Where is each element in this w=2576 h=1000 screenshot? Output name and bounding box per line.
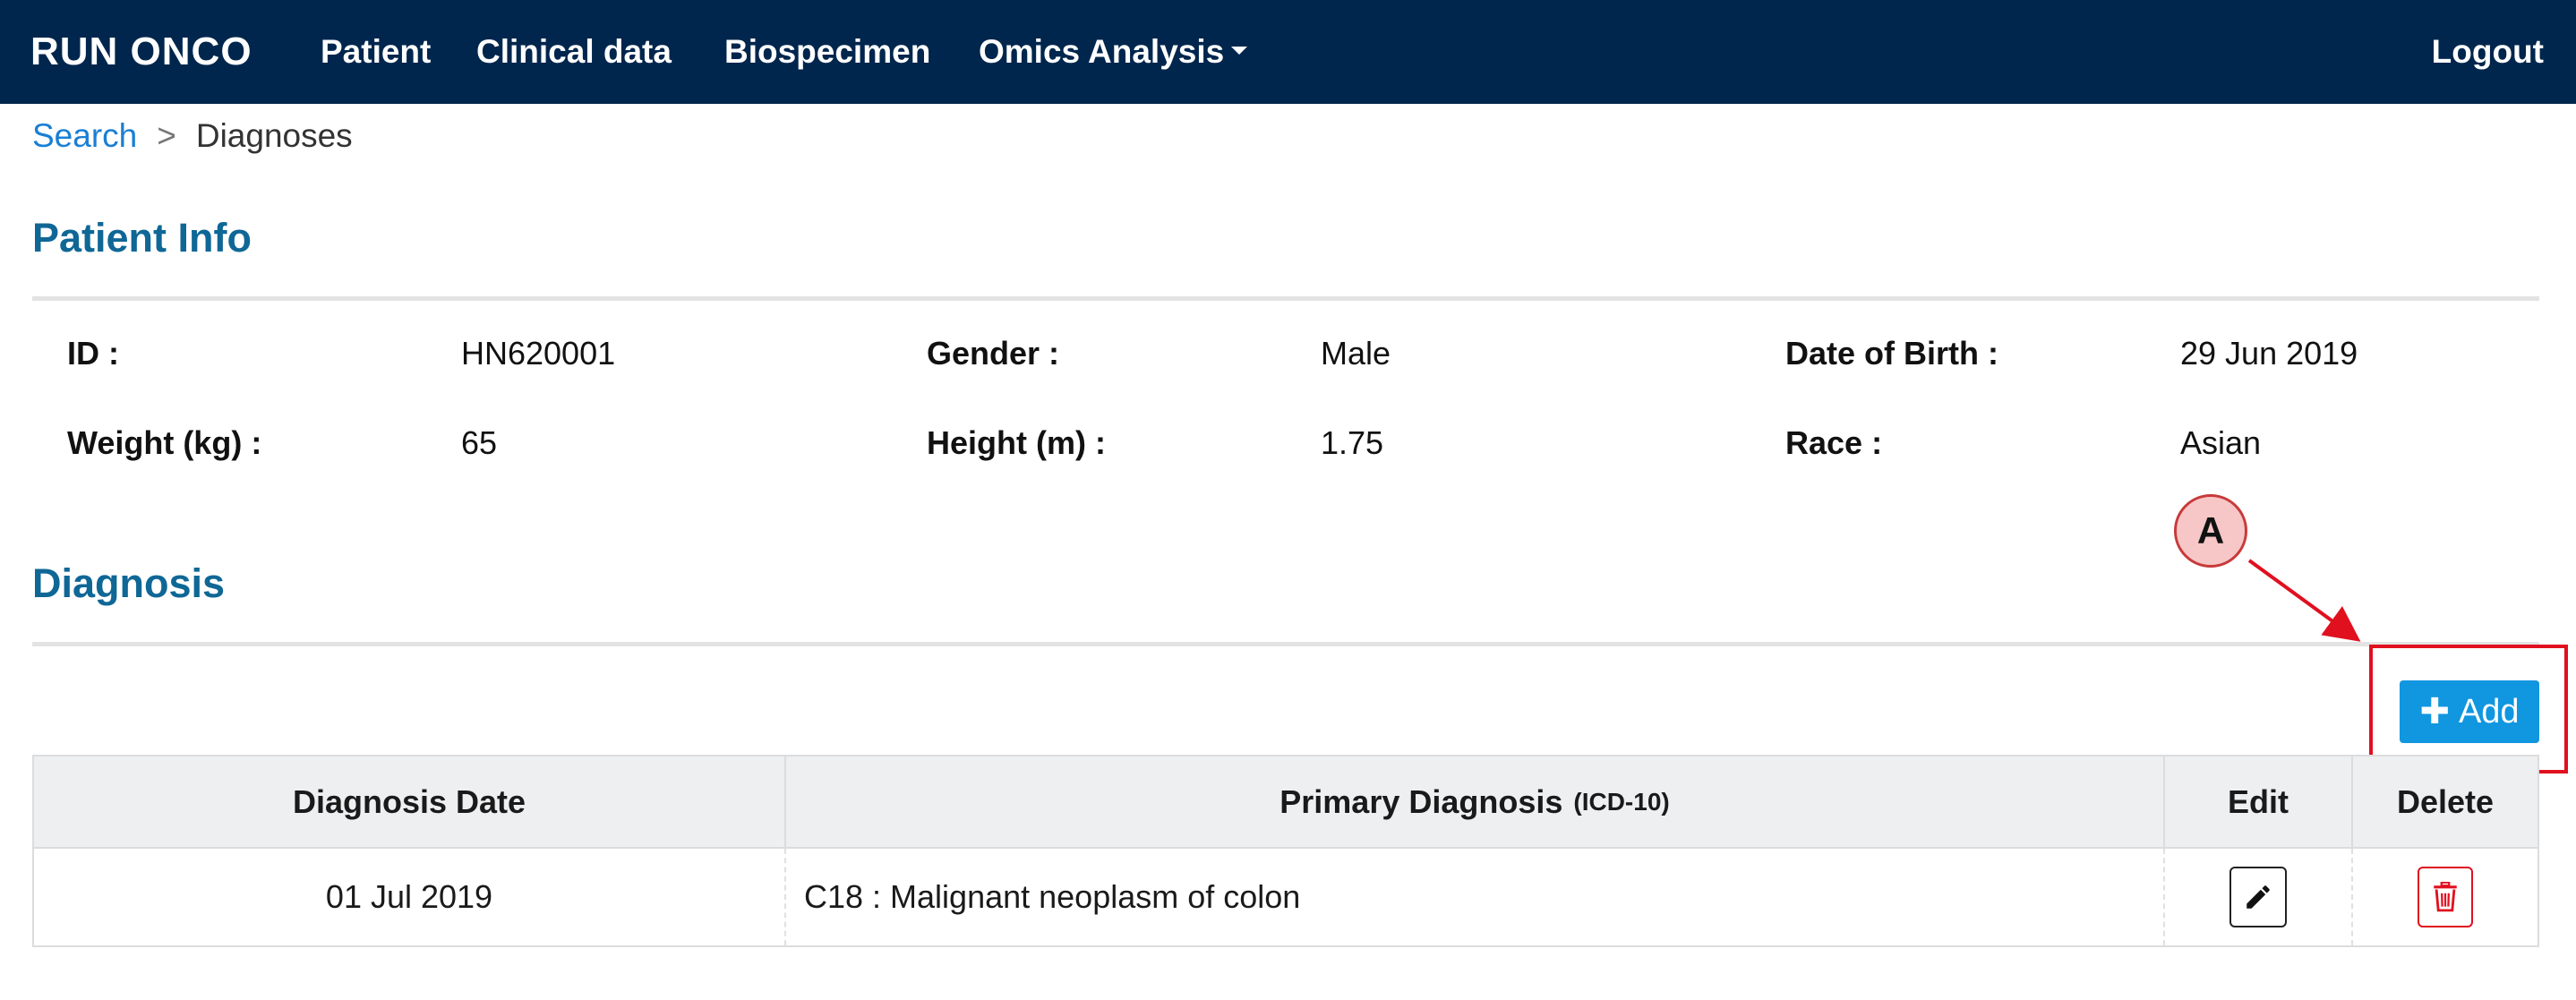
date-of-birth-value: 29 Jun 2019 [2180,335,2358,372]
top-navbar [0,0,2576,104]
height-label: Height (m) : [927,424,1106,461]
section-divider [32,642,2539,646]
breadcrumb-search-link[interactable]: Search [32,117,138,154]
add-button-label: Add [2458,692,2520,731]
breadcrumb [32,111,353,161]
plus-icon: ✚ [2419,692,2450,731]
diagnosis-date-cell: 01 Jul 2019 [34,849,786,945]
nav-patient[interactable]: Patient [321,33,432,70]
primary-diagnosis-cell: C18 : Malignant neoplasm of colon [786,849,2165,945]
column-header-edit: Edit [2165,756,2353,847]
edit-button[interactable] [2229,867,2287,927]
date-of-birth-label: Date of Birth : [1785,335,1998,372]
breadcrumb-current: Diagnoses [195,117,353,154]
gender-value: Male [1321,335,1391,372]
patient-id-label: ID : [67,335,119,372]
edit-cell [2165,849,2353,945]
patient-info-title: Patient Info [32,215,252,261]
pencil-icon [2243,882,2273,912]
breadcrumb-separator: > [157,117,176,154]
add-diagnosis-button[interactable] [2400,680,2539,743]
race-value: Asian [2180,424,2262,461]
nav-biospecimen[interactable]: Biospecimen [724,33,931,70]
brand-logo[interactable]: RUN ONCO [30,30,252,73]
race-label: Race : [1785,424,1883,461]
patient-id-value: HN620001 [461,335,616,372]
weight-label: Weight (kg) : [67,424,262,461]
column-header-primary-diagnosis [786,756,2165,847]
gender-label: Gender : [927,335,1060,372]
logout-link[interactable]: Logout [2431,33,2544,70]
section-divider [32,296,2539,301]
column-header-diagnosis-date: Diagnosis Date [34,756,786,847]
diagnosis-title: Diagnosis [32,560,226,606]
icd-suffix: (ICD-10) [1573,787,1670,816]
table-header-row [34,756,2537,849]
nav-clinical-data[interactable]: Clinical data [476,33,672,70]
nav-omics-analysis-label: Omics Analysis [979,33,1225,70]
diagnosis-table [32,755,2539,947]
delete-cell [2353,849,2537,945]
weight-value: 65 [461,424,498,461]
table-row [34,849,2537,945]
caret-down-icon [1231,47,1247,55]
column-header-delete: Delete [2396,782,2495,820]
primary-diagnosis-header-label: Primary Diagnosis [1279,782,1563,820]
nav-omics-analysis-dropdown[interactable] [979,0,1247,104]
height-value: 1.75 [1321,424,1384,461]
delete-button[interactable] [2418,867,2473,927]
annotation-marker: A [2174,494,2247,568]
trash-icon [2432,882,2459,912]
